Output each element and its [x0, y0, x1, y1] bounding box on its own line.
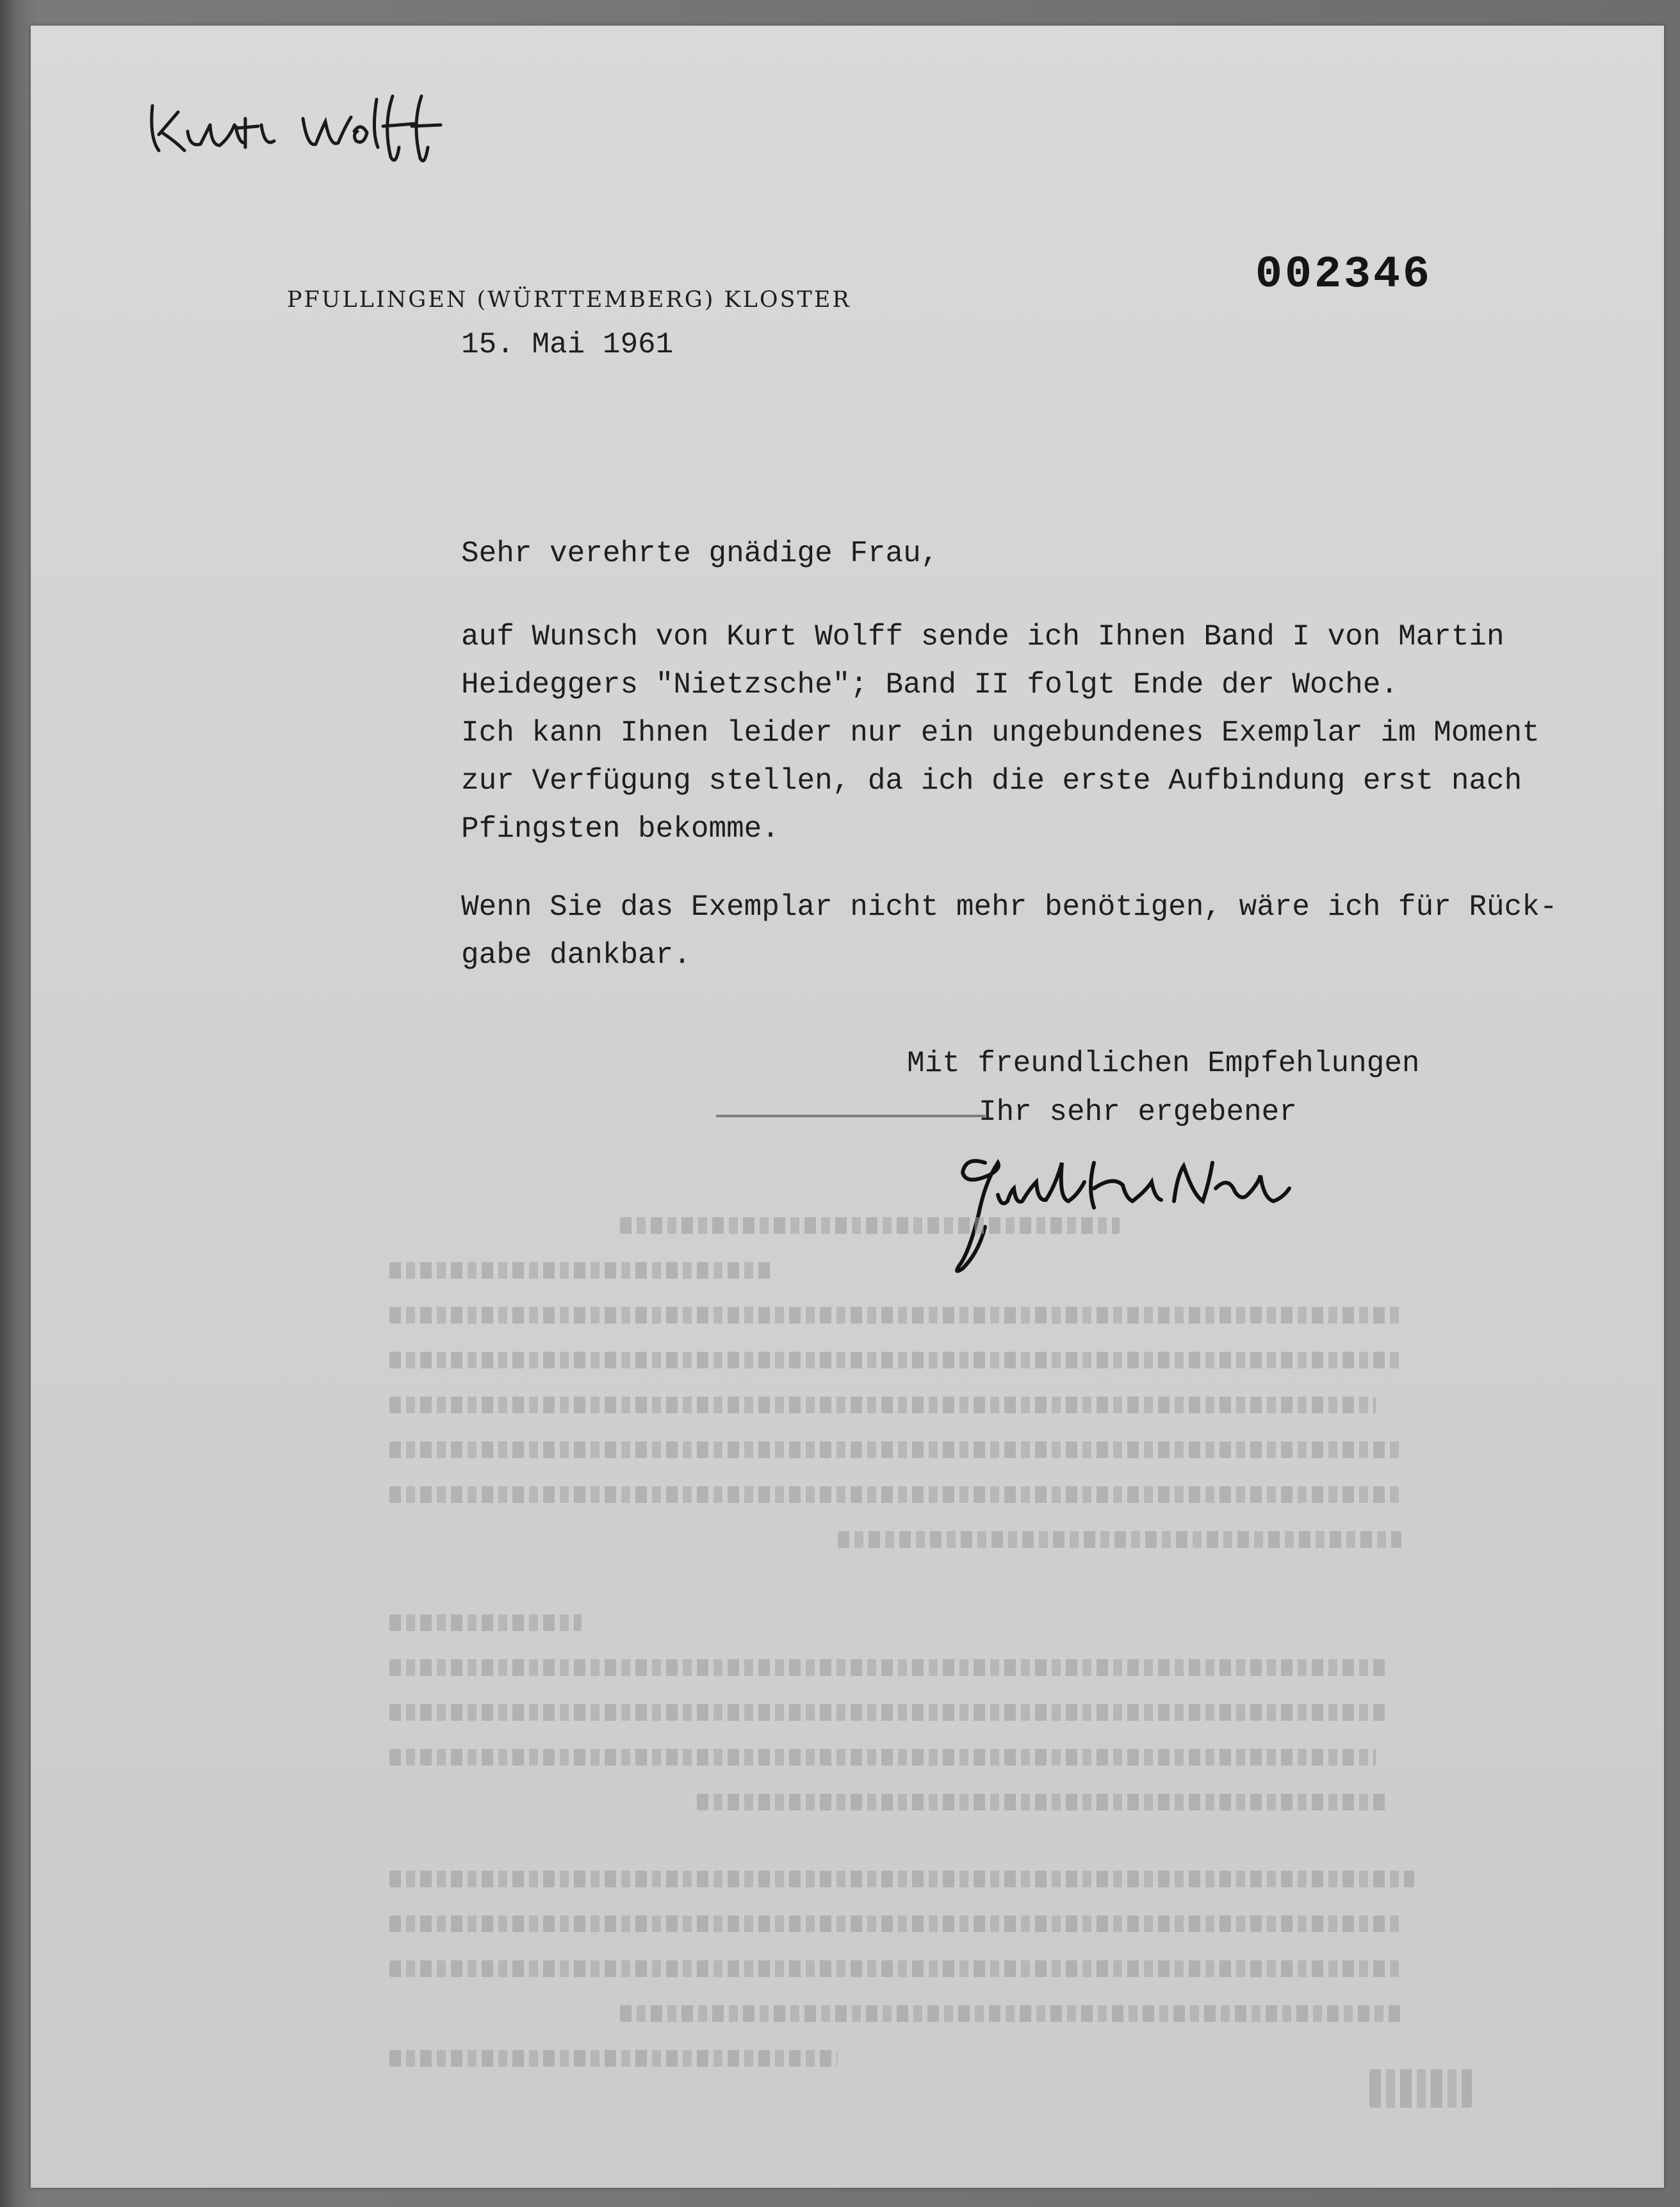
letter-date: 15. Mai 1961 [461, 328, 674, 361]
body-paragraph-1-line: auf Wunsch von Kurt Wolff sende ich Ihnen Band I von Martin [461, 620, 1505, 653]
letter-page [31, 26, 1664, 2188]
closing-phrase: Mit freundlichen Empfehlungen [907, 1047, 1420, 1080]
letterhead-address: PFULLINGEN (WÜRTTEMBERG) KLOSTER [287, 287, 851, 313]
body-paragraph-1-line: Pfingsten bekomme. [461, 812, 779, 846]
handwritten-name-note [140, 86, 460, 170]
body-paragraph-2-line: gabe dankbar. [461, 939, 691, 972]
typed-strike-line [716, 1115, 985, 1117]
salutation: Sehr verehrte gnädige Frau, [461, 537, 939, 570]
body-paragraph-1-line: Ich kann Ihnen leider nur ein ungebundenes Exemplar im Moment [461, 716, 1540, 750]
body-paragraph-1-line: Heideggers "Nietzsche"; Band II folgt Ende der Woche. [461, 668, 1399, 701]
body-paragraph-2-line: Wenn Sie das Exemplar nicht mehr benötigen, wäre ich für Rück- [461, 890, 1558, 924]
signoff-phrase: Ihr sehr ergebener [979, 1095, 1297, 1129]
archive-number-stamp: 002346 [1255, 250, 1433, 300]
body-paragraph-1-line: zur Verfügung stellen, da ich die erste Aufbindung erst nach [461, 764, 1522, 798]
bleed-through-text [389, 1217, 1478, 2146]
